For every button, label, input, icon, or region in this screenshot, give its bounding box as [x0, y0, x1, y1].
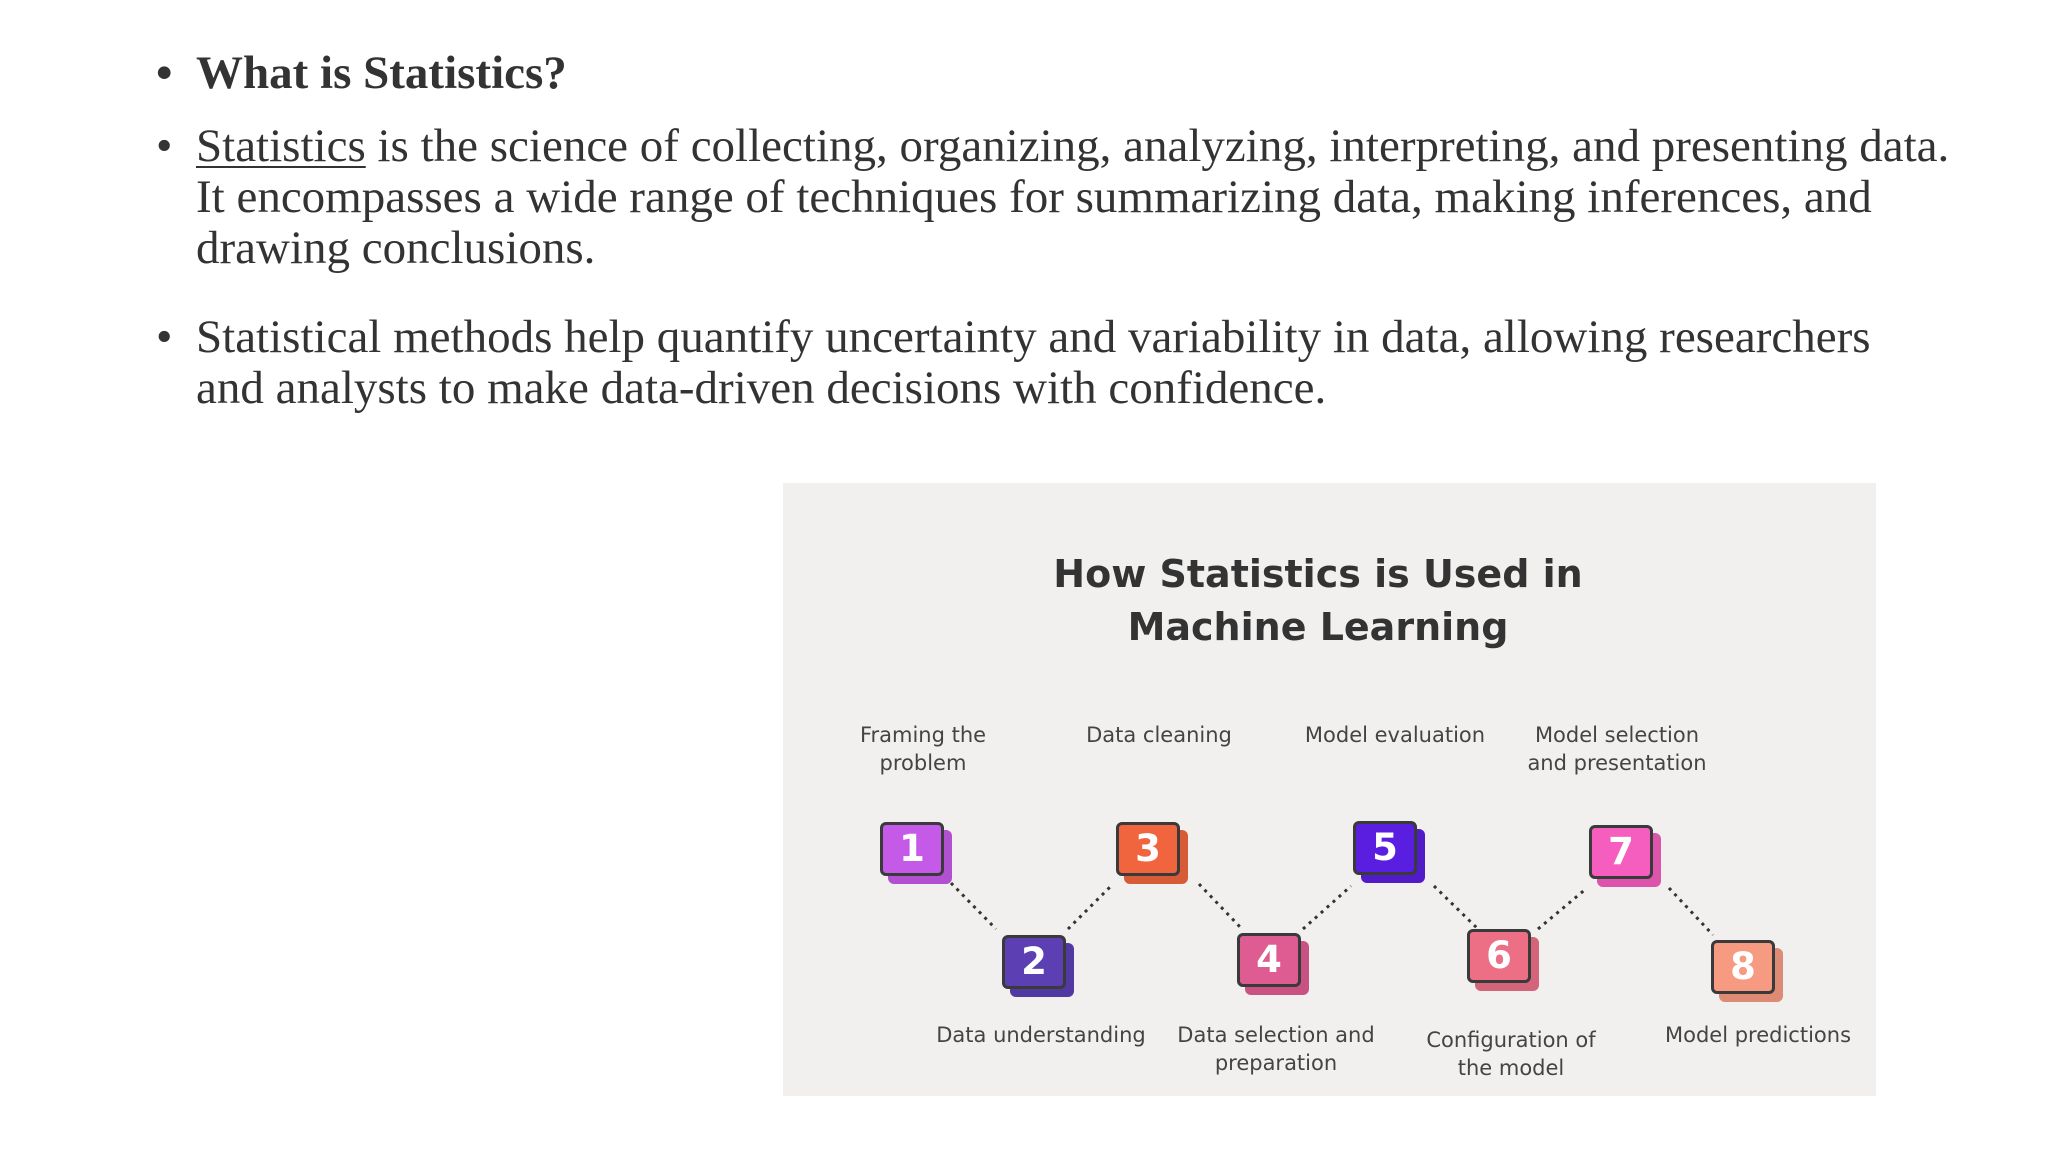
connector-6-7: [1538, 888, 1587, 929]
step-8-number: 8: [1711, 940, 1775, 994]
step-3-number: 3: [1116, 822, 1180, 876]
step-2-number: 2: [1002, 935, 1066, 989]
bullet-definition: • Statistics is the science of collecting, organizing, analyzing, interpreting, and presenting data. It encompasses a wide range of techniques for summarizing data, making inferences, and drawing conclusions.: [150, 121, 1950, 274]
connector-3-4: [1199, 884, 1242, 929]
step-3-label: Data cleaning: [1086, 723, 1232, 747]
diagram-title: How Statistics is Used in Machine Learning: [1053, 552, 1583, 649]
step-connectors: [783, 483, 1876, 1096]
connector-1-2: [951, 883, 996, 929]
step-5-box: [1353, 821, 1421, 877]
step-8-box: [1711, 940, 1779, 996]
connector-4-5: [1303, 886, 1351, 929]
step-7-label: Model selection and presentation: [1527, 723, 1707, 775]
bullet-methods: • Statistical methods help quantify uncertainty and variability in data, allowing researchers and analysts to make data-driven decisions with confidence.: [150, 312, 1950, 414]
step-1-label: Framing the problem: [859, 723, 987, 775]
step-6-number: 6: [1467, 929, 1531, 983]
step-6-label: Configuration of the model: [1426, 1028, 1596, 1080]
ml-statistics-diagram: [783, 483, 1876, 1096]
connector-7-8: [1669, 888, 1713, 935]
step-4-label: Data selection and preparation: [1177, 1023, 1375, 1075]
connector-2-3: [1068, 884, 1113, 929]
bullet-list: [150, 48, 1950, 434]
bullet-heading: • What is Statistics?: [150, 48, 1950, 99]
step-7-box: [1589, 825, 1657, 881]
step-2-label: Data understanding: [936, 1023, 1146, 1047]
step-2-box: [1002, 935, 1070, 991]
step-1-number: 1: [880, 822, 944, 876]
step-3-box: [1116, 822, 1184, 878]
step-4-number: 4: [1237, 933, 1301, 987]
step-1-box: [880, 822, 948, 878]
step-5-number: 5: [1353, 821, 1417, 875]
connector-5-6: [1434, 886, 1478, 929]
step-6-box: [1467, 929, 1535, 985]
statistics-link[interactable]: Statistics: [196, 120, 366, 172]
step-5-label: Model evaluation: [1304, 723, 1486, 747]
step-4-box: [1237, 933, 1305, 989]
step-7-number: 7: [1589, 825, 1653, 879]
step-8-label: Model predictions: [1664, 1023, 1852, 1047]
